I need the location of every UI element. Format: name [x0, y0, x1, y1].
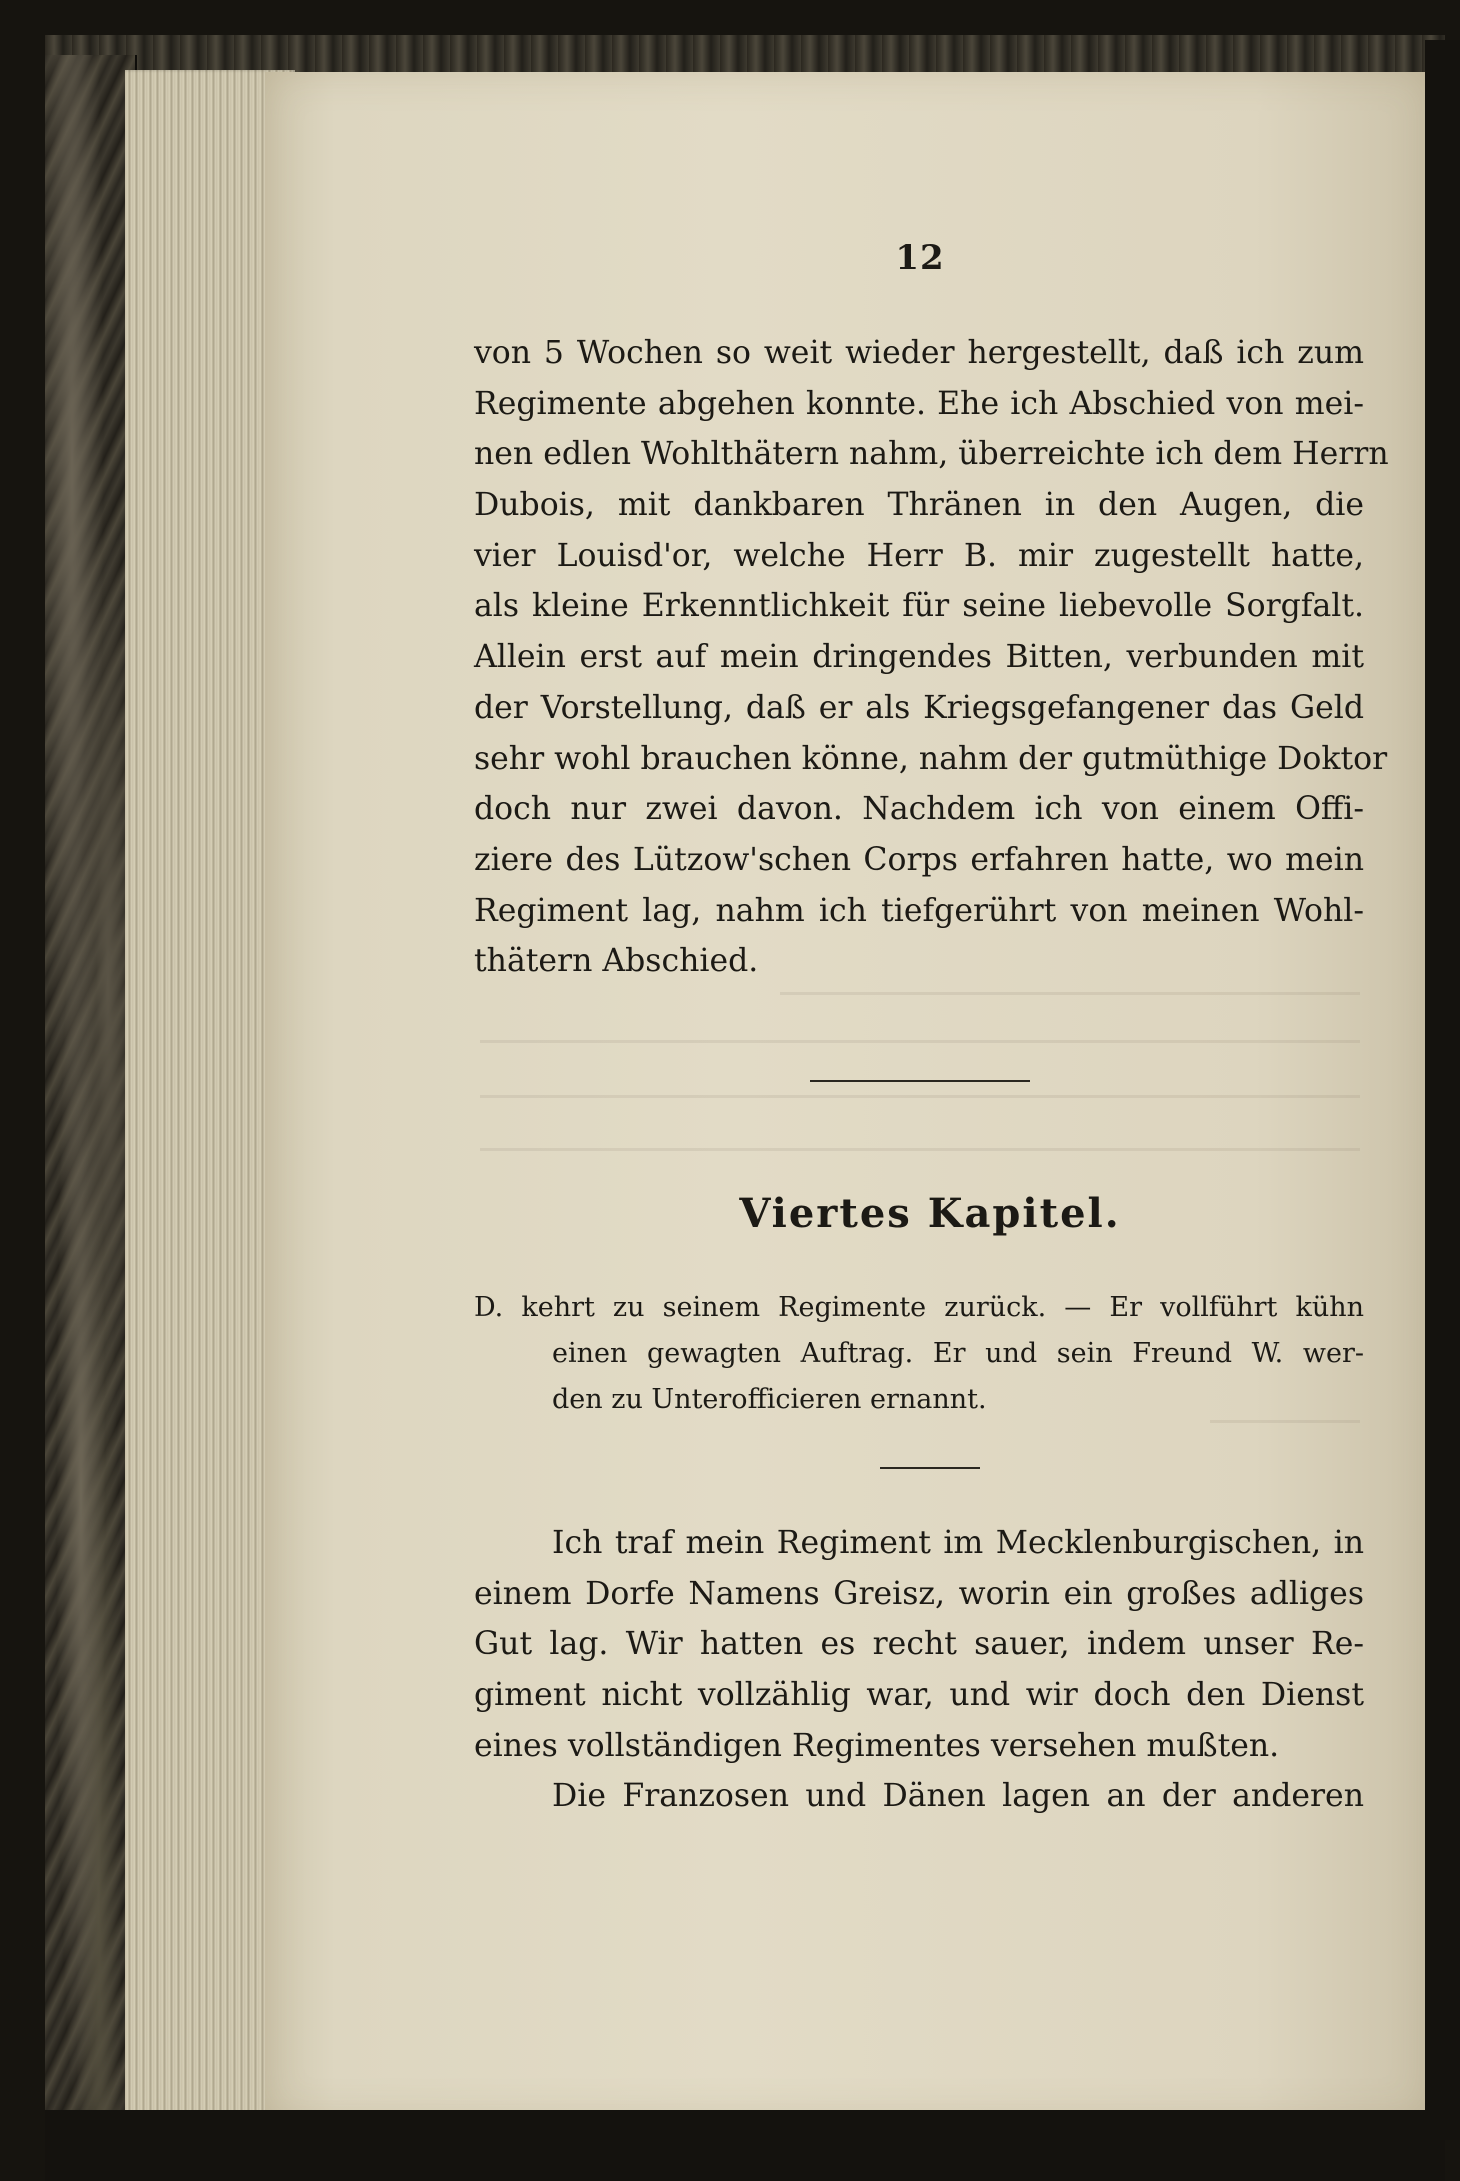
text-line: Die Franzosen und Dänen lagen an der anderen — [552, 1778, 1364, 1815]
chapter-heading: Viertes Kapitel. — [739, 1190, 1121, 1237]
paragraph-1 — [474, 328, 1389, 987]
chapter-summary — [474, 1285, 1364, 1423]
bleed-through-line — [780, 992, 1360, 995]
text-line: Regimente abgehen konnte. Ehe ich Abschied von mei- — [474, 385, 1364, 422]
summary-line: den zu Unterofficieren ernannt. — [552, 1384, 987, 1415]
summary-line: einen gewagten Auftrag. Er und sein Freund W. wer- — [552, 1338, 1364, 1369]
bleed-through-line — [480, 1148, 1360, 1151]
bleed-through-line — [480, 1040, 1360, 1043]
book-cover-top-edge — [45, 35, 1445, 75]
summary-line: D. kehrt zu seinem Regimente zurück. — Er vollführt kühn — [474, 1292, 1364, 1323]
text-line: Allein erst auf mein dringendes Bitten, verbunden mit — [474, 639, 1364, 676]
text-line: von 5 Wochen so weit wieder hergestellt, daß ich zum — [474, 335, 1364, 371]
paragraph-2 — [474, 1518, 1364, 1822]
text-line: eines vollständigen Regimentes versehen mußten. — [474, 1727, 1280, 1764]
book-cover-bottom-edge — [45, 2110, 1445, 2181]
text-line: Ich traf mein Regiment im Mecklenburgischen, in — [552, 1525, 1364, 1561]
text-line: sehr wohl brauchen könne, nahm der gutmüthige Doktor — [474, 740, 1388, 777]
text-line: ziere des Lützow'schen Corps erfahren hatte, wo mein — [474, 841, 1364, 878]
text-line: doch nur zwei davon. Nachdem ich von einem Offi- — [474, 791, 1364, 828]
text-line: Regiment lag, nahm ich tiefgerührt von meinen Wohl- — [474, 892, 1364, 929]
text-line: thätern Abschied. — [474, 943, 759, 980]
page-number: 12 — [895, 238, 945, 278]
text-line: einem Dorfe Namens Greisz, worin ein großes adliges — [474, 1575, 1364, 1612]
summary-divider-rule — [880, 1467, 980, 1469]
text-line: nen edlen Wohlthätern nahm, überreichte ich dem Herrn — [474, 436, 1389, 473]
text-line: als kleine Erkenntlichkeit für seine liebevolle Sorgfalt. — [474, 588, 1364, 625]
text-line: der Vorstellung, daß er als Kriegsgefangener das Geld — [474, 689, 1364, 726]
section-divider-rule — [810, 1080, 1030, 1082]
book-cover-right-edge — [1425, 40, 1460, 2140]
text-line: Dubois, mit dankbaren Thränen in den Augen, die — [474, 487, 1364, 524]
text-line: vier Louisd'or, welche Herr B. mir zugestellt hatte, — [474, 537, 1364, 574]
text-line: giment nicht vollzählig war, und wir doch den Dienst — [474, 1677, 1364, 1714]
text-line: Gut lag. Wir hatten es recht sauer, indem unser Re- — [474, 1626, 1364, 1663]
bleed-through-line — [480, 1095, 1360, 1098]
marbled-cover — [45, 55, 137, 2115]
